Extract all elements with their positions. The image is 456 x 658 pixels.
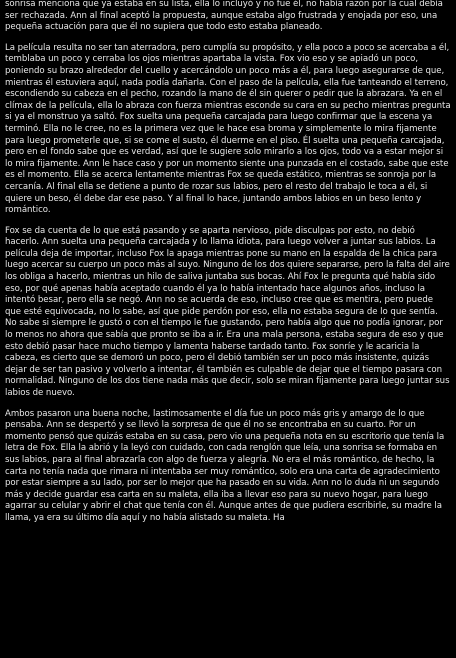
story-paragraph: Fox se da cuenta de lo que está pasando y se aparta nervioso, pide disculpas por esto, no debió hacerlo. Ann suelta una pequeña carcajada y lo llama idiota, para luego volver a juntar sus labios. La película deja de importar, incluso Fox la apaga mientras pone su mano en la espalda de la chica para luego acercar su cuerpo un poco más al suyo. Ninguno de los dos quiere separarse, pero la falta del aire los obliga a hacerlo, mientras un hilo de saliva juntaba sus bocas. Ahí Fox le pregunta qué había sido eso, por qué apenas había aceptado cuando él ya lo había intentado hace algunos años, incluso la intentó besar, pero ella se negó. Ann no se acuerda de eso, incluso cree que es mentira, pero puede que esté equivocada, no lo sabe, así que pide perdón por eso, ella no estaba segura de lo que sentía. No sabe si siempre le gustó o con el tiempo le fue gustando, pero había algo que no podía ignorar, por lo menos no ahora que sabía que pronto se iba a ir. Era una mala persona, estaba segura de eso y que esto debió pasar hace mucho tiempo y lamenta haberse tardado tanto. Fox sonríe y le acaricia la cabeza, es cierto que se demoró un poco, pero él debió también ser un poco más insistente, quizás dejar de ser tan pasivo y volverlo a intentar, él también es culpable de dejar que el tiempo pasara con normalidad. Ninguno de los dos tiene nada más que decir, solo se miran fijamente para luego juntar sus labios de nuevo. (5, 225, 450, 398)
story-paragraph: Ambos pasaron una buena noche, lastimosamente el día fue un poco más gris y amargo de lo que pensaba. Ann se despertó y se llevó la sorpresa de que él no se encontraba en su cuarto. Por un momento pensó que quizás estaba en su casa, pero vio una pequeña nota en su escritorio que tenía la letra de Fox. Ella la abrió y la leyó con cuidado, con cada renglón que leía, una sonrisa se formaba en sus labios, para al final abrazarla con algo de fuerza y alegría. No era el más romántico, de hecho, la carta no tenía nada que rimara ni intentaba ser muy romántico, solo era una carta de agradecimiento por estar siempre a su lado, por ser lo mejor que ha pasado en su vida. Ann no lo duda ni un segundo más y decide guardar esa carta en su maleta, ella iba a llevar eso para su nuevo hogar, para luego agarrar su celular y abrir el chat que tenía con él. Aunque antes de que pudiera escribirle, su madre la llama, ya era su último día aquí y no había alistado su maleta. Ha (5, 408, 445, 523)
story-paragraph: sonrisa menciona que ya estaba en su lista, ella lo incluyó y no fue él, no había razón por la cual debía ser rechazada. Ann al final aceptó la propuesta, aunque estaba algo frustrada y enojada por eso, una pequeña actuación para que él no supiera que todo esto estaba planeado. (5, 0, 443, 33)
story-paragraph: La película resulta no ser tan aterradora, pero cumplía su propósito, y ella poco a poco se acercaba a él, temblaba un poco y cerraba los ojos mientras apartaba la vista. Fox vio eso y se apiadó un poco, poniendo su brazo alrededor del cuello y acercándolo un poco más a él, para luego asegurarse de que, mientras él estuviera aquí, nada podía dañarla. Con el paso de la película, ella fue tanteando el terreno, escondiendo su cabeza en el pecho, rozando la mano de él sin querer o pedir que la abrazara. Ya en el clímax de la película, ella lo abraza con fuerza mientras esconde su cara en su pecho mientras pregunta si ya el monstruo ya saltó. Fox suelta una pequeña carcajada para luego confirmar que la escena ya terminó. Ella no le cree, no es la primera vez que le hace esa broma y simplemente lo mira fijamente para luego prometerle que, si se come el susto, él duerme en el piso. Él suelta una pequeña carcajada, pero en el fondo sabe que es verdad, así que le sugiere solo mirarlo a los ojos, todo va a estar mejor si lo mira fijamente. Ann le hace caso y por un momento siente una punzada en el costado, sabe que este es el momento. Ella se acerca lentamente mientras Fox se queda estático, mientras se sonroja por la cercanía. Al final ella se detiene a punto de rozar sus labios, pero el resto del trabajo le toca a él, si quiere un beso, él debe dar ese paso. Y al final lo hace, juntando ambos labios en un beso lento y romántico. (5, 42, 451, 216)
